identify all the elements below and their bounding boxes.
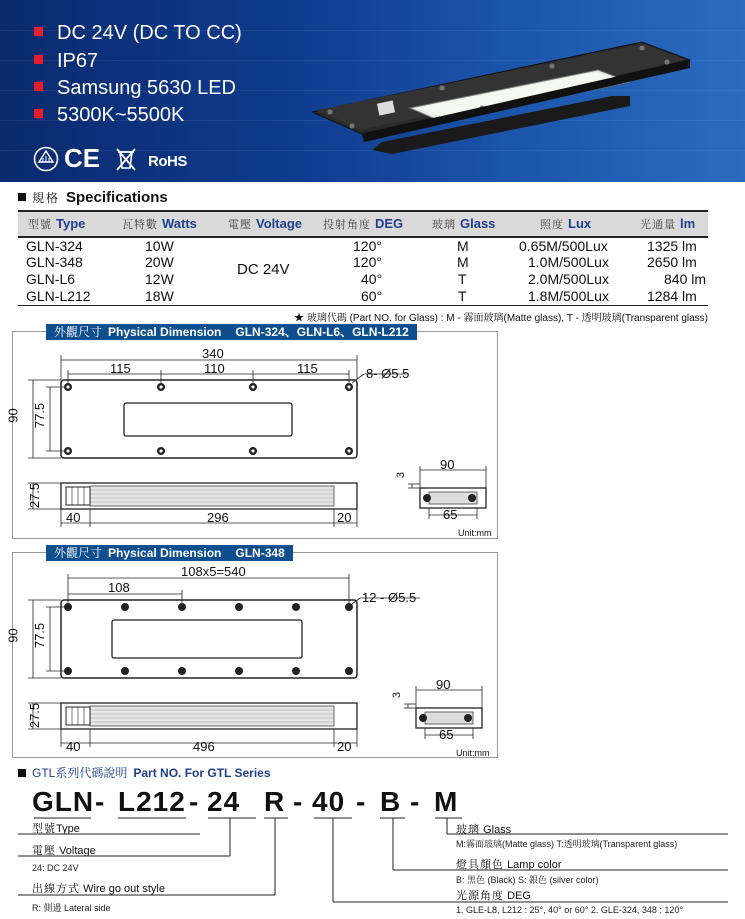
cell-watts: 10W bbox=[145, 238, 174, 254]
dim-side-c: 20 bbox=[337, 510, 352, 525]
cell-lm: 2650 lm bbox=[647, 254, 697, 270]
dimension-tab-2: 外觀尺寸 Physical Dimension GLN-348 bbox=[46, 545, 293, 561]
col-header-deg: 投射角度 DEG bbox=[323, 216, 404, 231]
cell-deg: 40° bbox=[361, 271, 383, 287]
cell-watts: 12W bbox=[145, 271, 174, 287]
sub-color: B: 黑色 (Black) S: 銀色 (silver color) bbox=[456, 875, 599, 885]
cell-deg: 60° bbox=[361, 288, 383, 304]
dim-side-a: 40 bbox=[66, 510, 81, 525]
cell-lux: 2.0M/500Lux bbox=[528, 271, 609, 287]
dim-end-thick: 3 bbox=[395, 471, 408, 479]
cell-type: GLN-L212 bbox=[26, 288, 91, 304]
code-type: GLN bbox=[32, 786, 95, 817]
code-glass: M bbox=[434, 786, 459, 817]
cell-type: GLN-L6 bbox=[26, 271, 76, 287]
label-type: 型號Type bbox=[32, 823, 80, 835]
rohs-mark: RoHS bbox=[148, 153, 187, 170]
cell-voltage-merged: DC 24V bbox=[237, 261, 290, 278]
cell-lm: 1284 lm bbox=[647, 288, 697, 304]
dim-side-b: 496 bbox=[193, 739, 215, 754]
col-header-lux: 照度 Lux bbox=[540, 216, 592, 231]
cell-type: GLN-324 bbox=[26, 238, 83, 254]
dim-side-a: 40 bbox=[66, 739, 81, 754]
dim-holes: 8- Ø5.5 bbox=[366, 366, 410, 381]
dim-holes: 12 - Ø5.5 bbox=[362, 590, 417, 605]
glass-code-note: ★ 玻璃代碼 (Part NO. for Glass) : M - 霧面玻璃(Matte glass), T - 透明玻璃(Transparent glass) bbox=[294, 313, 708, 324]
code-deg: 40 bbox=[312, 786, 346, 817]
feature-item: 5300K~5500K bbox=[34, 102, 184, 128]
cell-glass: T bbox=[458, 271, 467, 287]
dim-height-inner: 77.5 bbox=[32, 622, 48, 649]
dim-seg-1: 115 bbox=[110, 361, 131, 376]
col-header-type: 型號 Type bbox=[28, 216, 86, 231]
unit-label: Unit:mm bbox=[458, 528, 492, 538]
cell-type: GLN-348 bbox=[26, 254, 83, 270]
cell-glass: T bbox=[458, 288, 467, 304]
dim-end-width: 90 bbox=[436, 677, 451, 692]
dim-height-inner: 77.5 bbox=[32, 402, 48, 429]
col-header-voltage: 電壓 Voltage bbox=[228, 216, 302, 231]
sub-deg: 1. GLE-L8, L212 : 25°, 40° or 60° 2. GLE-324, 348 : 120° bbox=[456, 905, 684, 915]
cell-watts: 18W bbox=[145, 288, 174, 304]
partno-title: GTL系列代碼說明 Part NO. For GTL Series bbox=[18, 764, 271, 781]
col-header-glass: 玻璃 Glass bbox=[432, 216, 496, 231]
col-header-lm: 光通量 lm bbox=[640, 216, 696, 231]
dim-seg-1: 108 bbox=[108, 580, 130, 595]
label-wire: 出線方式 Wire go out style bbox=[32, 883, 165, 895]
code-sep: - bbox=[95, 786, 106, 817]
code-sep: - bbox=[410, 786, 421, 817]
cell-lm: 840 lm bbox=[664, 271, 707, 287]
label-color: 燈具顏色 Lamp color bbox=[456, 859, 562, 871]
dim-height-outer: 90 bbox=[5, 408, 21, 423]
cell-lm: 1325 lm bbox=[647, 238, 697, 254]
code-sep: - bbox=[293, 786, 304, 817]
dim-side-b: 296 bbox=[207, 510, 229, 525]
code-sep: - bbox=[189, 786, 200, 817]
dim-end-thick: 3 bbox=[391, 691, 404, 699]
dim-side-c: 20 bbox=[337, 739, 352, 754]
feature-item: DC 24V (DC TO CC) bbox=[34, 20, 242, 46]
feature-item: Samsung 5630 LED bbox=[34, 75, 236, 101]
sub-wire: R: 側邊 Lateral side bbox=[32, 903, 111, 913]
code-sep: - bbox=[356, 786, 367, 817]
cell-watts: 20W bbox=[145, 254, 174, 270]
cell-lux: 1.8M/500Lux bbox=[528, 288, 609, 304]
cell-glass: M bbox=[457, 254, 469, 270]
cell-glass: M bbox=[457, 238, 469, 254]
specs-title: 規格 Specifications bbox=[18, 189, 168, 206]
dim-total-width: 108x5=540 bbox=[181, 564, 246, 579]
sub-glass: M:霧面玻璃(Matte glass) T:透明玻璃(Transparent glass) bbox=[456, 839, 678, 849]
feature-item: IP67 bbox=[34, 48, 98, 74]
dim-height-outer: 90 bbox=[5, 628, 21, 643]
code-voltage: 24 bbox=[207, 786, 241, 817]
dim-seg-2: 110 bbox=[204, 361, 225, 376]
code-wire: R bbox=[264, 786, 286, 817]
cell-deg: 120° bbox=[353, 254, 382, 270]
col-header-watts: 瓦特數 Watts bbox=[122, 216, 197, 231]
dim-total-width: 340 bbox=[202, 346, 224, 361]
unit-label: Unit:mm bbox=[456, 748, 490, 758]
cell-lux: 1.0M/500Lux bbox=[528, 254, 609, 270]
dim-end-inner: 65 bbox=[439, 727, 454, 742]
dim-end-width: 90 bbox=[440, 457, 455, 472]
cell-deg: 120° bbox=[353, 238, 382, 254]
dim-seg-3: 115 bbox=[297, 361, 318, 376]
cell-lux: 0.65M/500Lux bbox=[519, 238, 608, 254]
sub-voltage: 24: DC 24V bbox=[32, 863, 79, 873]
label-deg: 光源角度 DEG bbox=[456, 890, 531, 902]
dimension-tab-1: 外觀尺寸 Physical Dimension GLN-324、GLN-L6、GLN-L212 bbox=[46, 324, 417, 340]
dim-end-inner: 65 bbox=[443, 507, 458, 522]
ce-mark: CE bbox=[64, 143, 101, 173]
dim-side-height: 27.5 bbox=[27, 702, 43, 729]
code-model: L212 bbox=[118, 786, 186, 817]
code-color: B bbox=[380, 786, 402, 817]
dim-side-height: 27.5 bbox=[27, 482, 43, 509]
label-glass: 玻璃 Glass bbox=[456, 824, 512, 836]
label-voltage: 電壓 Voltage bbox=[32, 845, 96, 857]
